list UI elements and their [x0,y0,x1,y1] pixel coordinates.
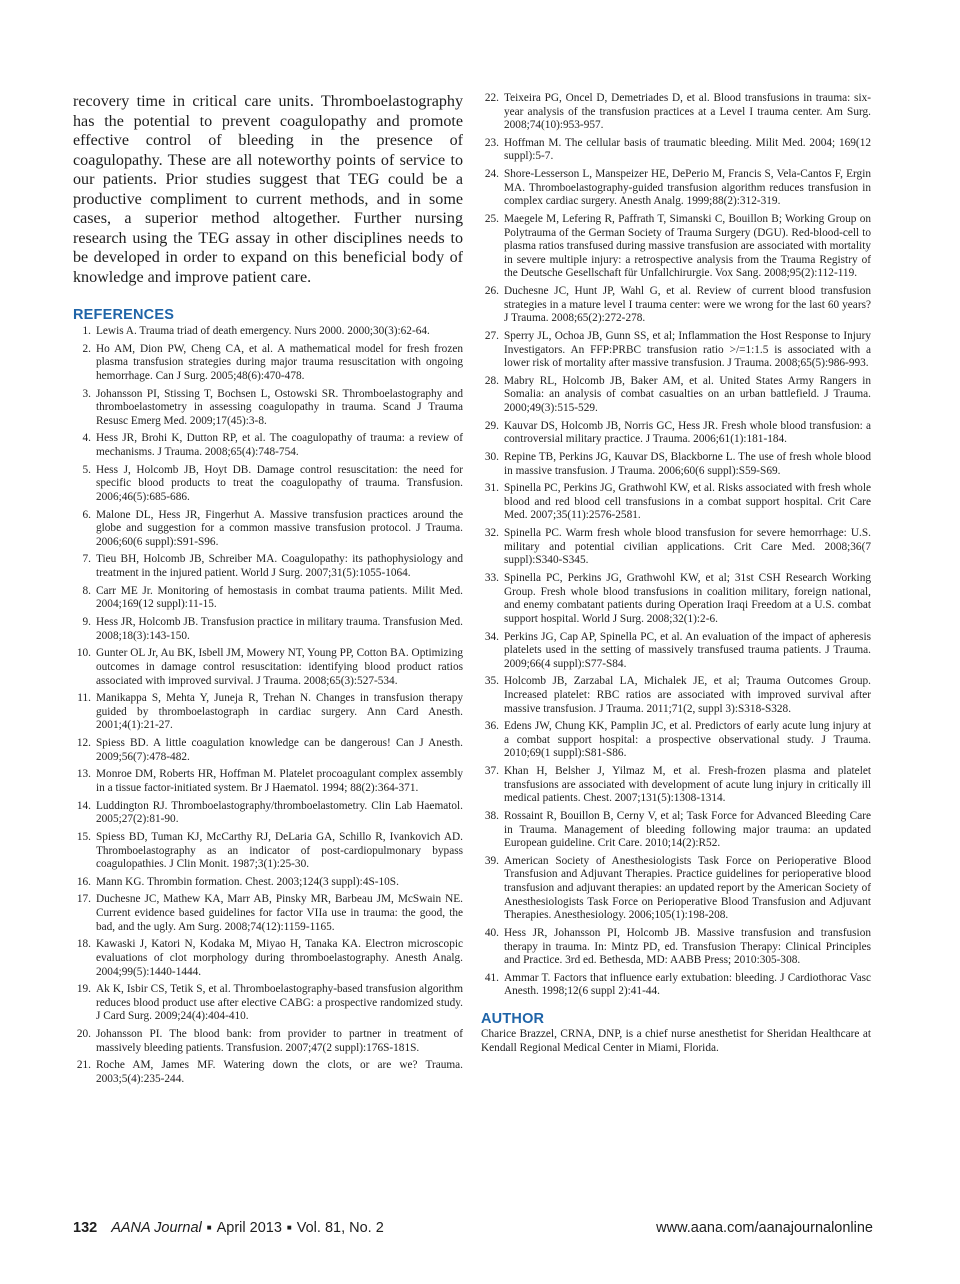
reference-item [73,432,463,459]
journal-name: AANA Journal [111,1220,202,1236]
reference-text: Spiess BD. A little coagulation knowledge can be dangerous! Can J Anesth. 2009;56(7):478-482. [96,737,463,763]
reference-text: Duchesne JC, Hunt JP, Wahl G, et al. Review of current blood transfusion strategies in a mature level I trauma center: were we wrong for the last 60 years? J Trauma. 2008;65(2):272-278. [504,285,871,325]
reference-number: 29. [484,419,499,432]
reference-item [73,1028,463,1055]
reference-number: 8. [82,584,91,597]
reference-number: 26. [484,285,499,298]
reference-text: Malone DL, Hess JR, Fingerhut A. Massive transfusion practices around the globe and suggestion for a common massive transfusion protocol. J Trauma. 2006;60(6 suppl):S91-S96. [96,508,463,548]
reference-text: Johansson PI. The blood bank: from provider to partner in treatment of massively bleeding patients. Transfusion. 2007;47(2 suppl):176S-181S. [96,1028,463,1054]
reference-number: 20. [76,1028,91,1041]
reference-number: 6. [82,508,91,521]
reference-number: 30. [484,451,499,463]
reference-text: Ammar T. Factors that influence early extubation: bleeding. J Cardiothorac Vasc Anesth. 1998;12(6 suppl 2):41-44. [504,971,871,998]
author-bio: Charice Brazzel, CRNA, DNP, is a chief nurse anesthetist for Sheridan Healthcare at Kendall Regional Medical Center in Miami, Florida. [481,1028,871,1054]
footer-separator-2: ■ [286,1223,292,1232]
reference-item [73,800,463,827]
reference-text: American Society of Anesthesiologists Task Force on Perioperative Blood Transfusion and Adjuvant Therapies. Practice guidelines for perioperative blood transfusion and adjuvant therapies: an updated report by the American Society of Anesthesiologists Task Force on Perioperative Blood Transfusion and Adjuvant Therapies. Anesthesiology. 2006;105(1):198-208. [504,854,871,922]
reference-item [481,420,871,447]
reference-number: 10. [76,647,91,660]
reference-number: 34. [484,630,499,643]
reference-number: 25. [484,213,499,226]
reference-text: Ho AM, Dion PW, Cheng CA, et al. A mathematical model for fresh frozen plasma transfusion strategies during major trauma resuscitation with ongoing hemorrhage. Can J Surg. 2005;48(6):470-478. [96,342,463,382]
reference-item [481,810,871,851]
reference-text: Luddington RJ. Thromboelastography/thromboelastometry. Clin Lab Haematol. 2005;27(2):81-90. [96,799,463,826]
reference-text: Khan H, Belsher J, Yilmaz M, et al. Fresh-frozen plasma and platelet transfusions are associated with development of acute lung injury in critically ill medical patients. Chest. 2007;131(5):1308-1314. [504,765,871,805]
reference-text: Holcomb JB, Zarzabal LA, Michalek JE, et al; Trauma Outcomes Group. Increased platelet: RBC ratios are associated with improved survival after massive transfusion. J Trauma. 2011;71(2, suppl 3):S318-S328. [504,675,871,715]
reference-number: 4. [82,432,91,445]
reference-item [481,213,871,281]
references-heading: REFERENCES [73,307,175,323]
reference-text: Kawaski J, Katori N, Kodaka M, Miyao H, Tanaka KA. Electron microscopic evaluations of clot morphology during thromboelastography. Anesth Analg. 2004;99(5):1440-1444. [96,938,463,978]
reference-item [481,720,871,761]
reference-item [481,527,871,568]
reference-item [73,938,463,979]
reference-number: 21. [76,1059,91,1072]
reference-item [73,737,463,764]
reference-number: 28. [484,374,499,387]
reference-item [73,893,463,934]
reference-text: Johansson PI, Stissing T, Bochsen L, Ostowski SR. Thromboelastography and thromboelastometry in assessing coagulopathy in trauma. Scand J Trauma Resusc Emerg Med. 2009;17(45):3-8. [96,387,463,427]
reference-text: Manikappa S, Mehta Y, Juneja R, Trehan N. Changes in transfusion therapy guided by thromboelastograph in cardiac surgery. Ann Card Anesth. 2001;4(1):21-27. [96,692,463,732]
right-column [481,92,871,1055]
reference-text: Sperry JL, Ochoa JB, Gunn SS, et al; Inflammation the Host Response to Injury Investigators. An FFP:PRBC transfusion ratio >/=1:1.5 is associated with a lower risk of mortality after massive transfusion. J Trauma. 2008;65(5):986-993. [504,329,871,370]
reference-item [73,647,463,688]
reference-item [481,675,871,716]
reference-item [73,983,463,1024]
reference-number: 31. [484,482,499,495]
reference-item [73,1059,463,1086]
reference-number: 35. [484,675,499,688]
reference-text: Spinella PC, Perkins JG, Grathwohl KW, et al; 31st CSH Research Working Group. Fresh whole blood transfusions in coalition military, foreign national, and enemy combatant patients during Operation Iraqi Freedom at a U.S. combat support hospital. World J Surg. 2008;32(1):2-6. [504,572,871,625]
reference-text: Monroe DM, Roberts HR, Hoffman M. Platelet procoagulant complex assembly in a tissue factor-initiated system. Br J Haematol. 1994; 88(2):364-371. [96,768,463,794]
reference-text: Maegele M, Lefering R, Paffrath T, Simanski C, Bouillon B; Working Group on Polytrauma of the German Society of Trauma Surgery (DGU). Red-blood-cell to plasma ratios transfused during massive transfusion are associated with mortality in severe multiple injury: a retrospective analysis from the Trauma Registry of the Deutsche Gesellschaft für Unfallchirurgie. Vox Sang. 2008;95(2):112-119. [504,213,871,280]
reference-item [73,464,463,505]
reference-text: Hess JR, Holcomb JB. Transfusion practice in military trauma. Transfusion Med. 2008;18(3):143-150. [96,616,463,642]
reference-number: 9. [82,616,91,629]
reference-number: 7. [82,553,91,566]
reference-item [481,972,871,999]
reference-number: 18. [76,938,91,951]
reference-item [73,388,463,429]
reference-item [481,168,871,209]
page-number: 132 [73,1220,98,1236]
reference-text: Rossaint R, Bouillon B, Cerny V, et al; Task Force for Advanced Bleeding Care in Trauma. Management of bleeding following major trauma: an updated European guideline. Crit Care. 2010;14(2):R52. [504,810,871,850]
reference-text: Kauvar DS, Holcomb JB, Norris GC, Hess JR. Fresh whole blood transfusion: a controversial military practice. J Trauma. 2006;61(1):181-184. [504,419,871,446]
reference-list-right [481,92,871,999]
reference-item [481,451,871,478]
reference-number: 41. [484,971,499,984]
reference-number: 40. [484,926,499,939]
reference-text: Edens JW, Chung KK, Pamplin JC, et al. Predictors of early acute lung injury at a combat support hospital: a prospective observational study. J Trauma. 2010;69(1 suppl):S81-S86. [504,720,871,760]
page-footer [73,1220,873,1242]
reference-text: Teixeira PG, Oncel D, Demetriades D, et al. Blood transfusions in trauma: six-year analysis of the transfusion practices at a Level I trauma center. Am Surg. 2008;74(10):953-957. [504,92,871,132]
reference-text: Mabry RL, Holcomb JB, Baker AM, et al. United States Army Rangers in Somalia: an analysis of combat casualties on an urban battlefield. J Trauma. 2000;49(3):515-529. [504,374,871,415]
reference-number: 27. [484,329,499,342]
reference-number: 11. [77,692,91,705]
journal-url[interactable]: www.aana.com/aanajournalonline [656,1220,873,1236]
reference-item [73,616,463,643]
reference-item [481,572,871,626]
reference-text: Spinella PC, Perkins JG, Grathwohl KW, et al. Risks associated with fresh whole blood and red blood cell transfusions in a combat support hospital. Crit Care Med. 2007;35(11):2576-2581. [504,482,871,522]
reference-text: Carr ME Jr. Monitoring of hemostasis in combat trauma patients. Milit Med. 2004;169(12 suppl):11-15. [96,584,463,611]
footer-separator-1: ■ [206,1223,212,1232]
body-paragraph: recovery time in critical care units. Thromboelastography has the potential to prevent coagulopathy and promote effective control of bleeding in the presence of coagulopathy. These are all noteworthy points of service to our patients. Prior studies suggest that TEG could be a productive compliment to current methods, and in some cases, a superior method altogether. Further nursing research using the TEG assay in other disciplines needs to be developed in order to expand on this beneficial body of knowledge and improve patient care. [73,93,463,286]
reference-text: Hoffman M. The cellular basis of traumatic bleeding. Milit Med. 2004; 169(12 suppl):5-7. [504,136,871,163]
reference-number: 2. [82,342,91,355]
author-heading: AUTHOR [481,1011,545,1027]
reference-text: Gunter OL Jr, Au BK, Isbell JM, Mowery NT, Young PP, Cotton BA. Optimizing outcomes in damage control resuscitation: identifying blood product ratios associated with improved survival. J Trauma. 2008;65(3):527-534. [96,647,463,687]
reference-text: Repine TB, Perkins JG, Kauvar DS, Blackborne L. The use of fresh whole blood in massive transfusion. J Trauma. 2006;60(6 suppl):S59-S69. [504,451,871,477]
issue-date: April 2013 [216,1220,282,1236]
reference-item [481,927,871,968]
reference-number: 17. [76,893,91,906]
reference-number: 12. [76,737,91,750]
reference-text: Lewis A. Trauma triad of death emergency. Nurs 2000. 2000;30(3):62-64. [96,325,430,337]
reference-text: Hess J, Holcomb JB, Hoyt DB. Damage control resuscitation: the need for specific blood products to treat the coagulopathy of trauma. Transfusion. 2006;46(5):685-686. [96,463,463,503]
reference-number: 33. [484,572,499,585]
reference-text: Perkins JG, Cap AP, Spinella PC, et al. An evaluation of the impact of apheresis platelets used in the setting of massively transfused trauma patients. J Trauma. 2009;66(4 suppl):S77-S84. [504,630,871,670]
reference-item [73,343,463,384]
left-column [73,92,463,1091]
reference-list-left [73,325,463,1087]
reference-item [481,765,871,806]
reference-text: Hess JR, Johansson PI, Holcomb JB. Massive transfusion and transfusion therapy in trauma. In: Mintz PD, ed. Transfusion Therapy: Clinical Principles and Practice. 3rd ed. Bethesda, MD: AABB Press; 2010:305-308. [504,926,871,967]
reference-number: 1. [82,325,91,337]
reference-number: 16. [76,875,91,888]
reference-item [481,285,871,326]
reference-item [73,876,463,890]
reference-item [481,330,871,371]
reference-text: Spinella PC. Warm fresh whole blood transfusion for severe hemorrhage: U.S. military and potential civilian applications. Crit Care Med. 2008;36(7 suppl):S340-S345. [504,527,871,567]
reference-text: Mann KG. Thrombin formation. Chest. 2003;124(3 suppl):4S-10S. [96,875,399,888]
reference-number: 22. [484,92,499,104]
reference-item [73,831,463,872]
reference-item [481,855,871,923]
reference-item [73,692,463,733]
reference-number: 19. [76,983,91,996]
reference-number: 23. [484,136,499,149]
reference-text: Duchesne JC, Mathew KA, Marr AB, Pinsky MR, Barbeau JM, McSwain NE. Current evidence based guidelines for factor VIIa use in trauma: the good, the bad, and the ugly. Am Surg. 2008;74(12):1159-1165. [96,893,463,933]
reference-item [73,768,463,795]
reference-number: 24. [484,168,499,181]
footer-citation [73,1220,384,1236]
reference-item [481,631,871,672]
reference-number: 37. [484,765,499,778]
reference-item [481,137,871,164]
reference-text: Ak K, Isbir CS, Tetik S, et al. Thromboelastography-based transfusion algorithm reduces blood product use after elective CABG: a prospective randomized study. J Card Surg. 2009;24(4):404-410. [96,983,463,1023]
reference-item [481,92,871,133]
reference-text: Roche AM, James MF. Watering down the clots, or are we? Trauma. 2003;5(4):235-244. [96,1059,463,1085]
reference-number: 3. [82,387,91,400]
reference-number: 5. [82,463,91,476]
reference-item [481,375,871,416]
reference-item [73,509,463,550]
reference-item [73,553,463,580]
reference-item [481,482,871,523]
reference-number: 36. [484,720,499,733]
reference-item [73,585,463,612]
reference-number: 39. [484,854,499,867]
reference-number: 14. [76,799,91,812]
reference-number: 32. [484,527,499,540]
reference-item [73,325,463,339]
reference-number: 13. [76,768,91,781]
volume-number: Vol. 81, No. 2 [296,1220,384,1236]
reference-text: Shore-Lesserson L, Manspeizer HE, DePerio M, Francis S, Vela-Cantos F, Ergin MA. Thromboelastography-guided transfusion algorithm reduces transfusion in complex cardiac surgery. Anesth Analg. 1999;88(2):312-319. [504,168,871,208]
reference-number: 38. [484,810,499,822]
reference-text: Tieu BH, Holcomb JB, Schreiber MA. Coagulopathy: its pathophysiology and treatment in the injured patient. World J Surg. 2007;31(5):1055-1064. [96,553,463,580]
reference-text: Spiess BD, Tuman KJ, McCarthy RJ, DeLaria GA, Schillo R, Ivankovich AD. Thromboelastography as an indicator of post-cardiopulmonary bypass coagulopathies. J Clin Monit. 1987;3(1):25-30. [96,830,463,871]
reference-number: 15. [76,830,91,843]
reference-text: Hess JR, Brohi K, Dutton RP, et al. The coagulopathy of trauma: a review of mechanisms. J Trauma. 2008;65(4):748-754. [96,432,463,459]
